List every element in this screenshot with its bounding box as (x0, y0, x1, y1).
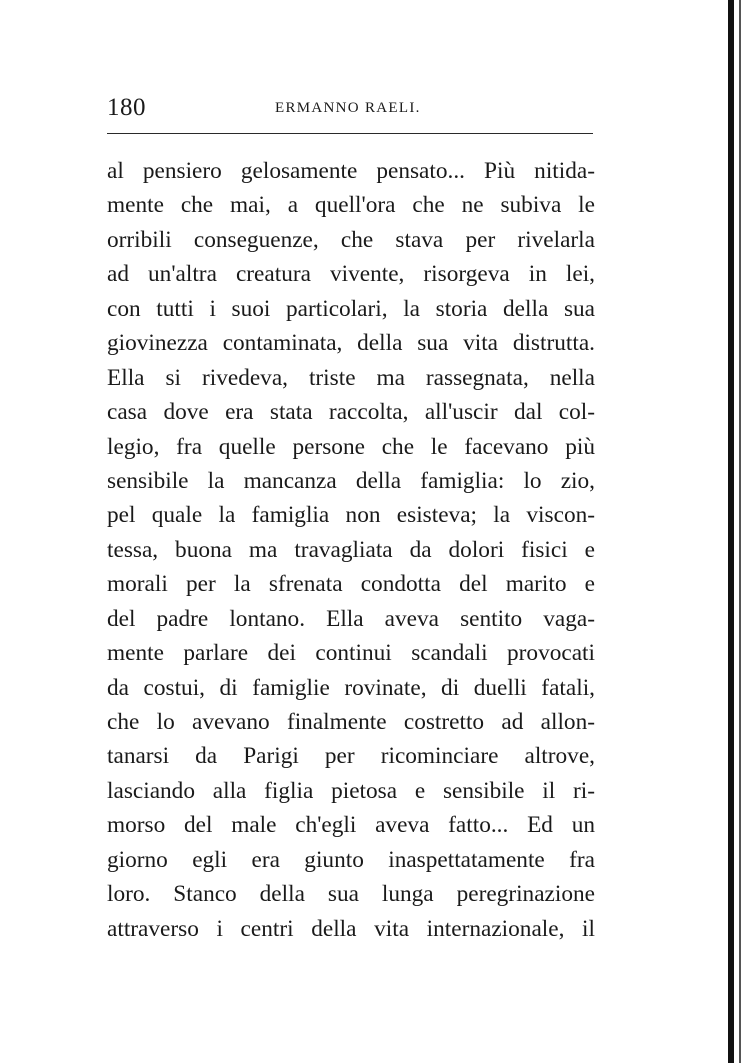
body-text (107, 154, 595, 946)
text-line: del padre lontano. Ella aveva sentito vaga- (107, 605, 595, 632)
text-line: morso del male ch'egli aveva fatto... Ed un (107, 812, 595, 839)
header-rule (107, 133, 593, 134)
running-title: ERMANNO RAELI. (275, 100, 421, 116)
text-line: da costui, di famiglie rovinate, di duelli fatali, (107, 674, 595, 701)
text-line: mente che mai, a quell'ora che ne subiva le (107, 192, 595, 219)
text-line: ad un'altra creatura vivente, risorgeva in lei, (107, 261, 595, 288)
text-line: giovinezza contaminata, della sua vita distrutta. (107, 330, 595, 357)
text-line: che lo avevano finalmente costretto ad allon- (107, 709, 595, 735)
page-number: 180 (107, 94, 146, 121)
text-line: casa dove era stata raccolta, all'uscir dal col- (107, 399, 595, 426)
text-line: tanarsi da Parigi per ricominciare altrove, (107, 743, 595, 770)
text-line: attraverso i centri della vita internazionale, il (107, 915, 595, 942)
text-line: lasciando alla figlia pietosa e sensibile il ri- (107, 777, 595, 804)
text-line: giorno egli era giunto inaspettatamente fra (107, 846, 595, 873)
text-line: mente parlare dei continui scandali provocati (107, 640, 595, 667)
text-line: morali per la sfrenata condotta del marito e (107, 571, 595, 598)
text-line: pel quale la famiglia non esisteva; la viscon- (107, 502, 595, 529)
text-line: al pensiero gelosamente pensato... Più nitida- (107, 158, 595, 184)
text-line: con tutti i suoi particolari, la storia della sua (107, 295, 595, 322)
text-line: tessa, buona ma travagliata da dolori fisici e (107, 536, 595, 563)
text-line: sensibile la mancanza della famiglia: lo zio, (107, 467, 595, 494)
text-line: loro. Stanco della sua lunga peregrinazione (107, 881, 595, 908)
text-line: legio, fra quelle persone che le facevano più (107, 433, 595, 460)
text-line: orribili conseguenze, che stava per rivelarla (107, 226, 595, 253)
page-edge-shadow (728, 0, 734, 1063)
text-line: Ella si rivedeva, triste ma rassegnata, nella (107, 364, 595, 391)
page-edge-line (739, 0, 741, 1063)
page-header (107, 92, 595, 128)
